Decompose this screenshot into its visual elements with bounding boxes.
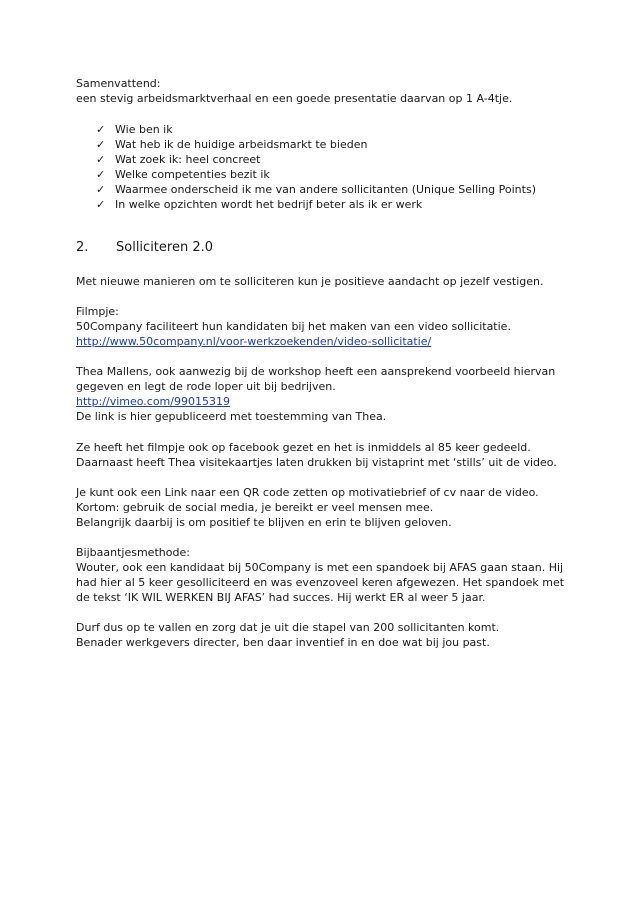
checkmark-icon: ✓ <box>96 153 106 166</box>
summary-intro: een stevig arbeidsmarktverhaal en een goede presentatie daarvan op 1 A-4tje. <box>76 92 513 105</box>
section-heading <box>76 240 213 256</box>
intro-paragraph: Met nieuwe manieren om te solliciteren kun je positieve aandacht op jezelf vestigen. <box>76 275 544 288</box>
list-item: ✓ In welke opzichten wordt het bedrijf beter als ik er werk <box>96 198 423 211</box>
list-item: ✓ Wat heb ik de huidige arbeidsmarkt te bieden <box>96 138 368 151</box>
qr-paragraph: Je kunt ook een Link naar een QR code zetten op motivatiebrief of cv naar de video. Kortom: gebruik de social media, je bereikt er veel mensen mee. Belangrijk daarbij is om positief te blijven en erin te blijven geloven. <box>76 486 539 529</box>
filmpje-paragraph: Filmpje: 50Company faciliteert hun kandidaten bij het maken van een video sollicitatie. http://www.50company.nl/voor-werkzoekenden/video-sollicitatie/ <box>76 304 576 349</box>
summary-title: Samenvattend: <box>76 77 161 90</box>
durf-paragraph: Durf dus op te vallen en zorg dat je uit die stapel van 200 sollicitanten komt. Benader werkgevers directer, ben daar inventief in en doe wat bij jou past. <box>76 621 500 649</box>
thea-paragraph: Thea Mallens, ook aanwezig bij de workshop heeft een aansprekend voorbeeld hiervan gegeven en legt de rode loper uit bij bedrijven. http://vimeo.com/99015319 De link is hier gepubliceerd met toestemming van Thea. <box>76 364 576 424</box>
section-title: Solliciteren 2.0 <box>116 240 213 255</box>
vimeo-link[interactable]: http://vimeo.com/99015319 <box>76 395 230 408</box>
checkmark-icon: ✓ <box>96 198 106 211</box>
facebook-paragraph: Ze heeft het filmpje ook op facebook gezet en het is inmiddels al 85 keer gedeeld. Daarnaast heeft Thea visitekaartjes laten drukken bij vistaprint met ‘stills’ uit de video. <box>76 441 557 469</box>
list-item: ✓ Wat zoek ik: heel concreet <box>96 153 261 166</box>
section-number: 2. <box>76 240 89 255</box>
50company-video-link[interactable]: http://www.50company.nl/voor-werkzoekenden/video-sollicitatie/ <box>76 335 432 348</box>
checkmark-icon: ✓ <box>96 123 106 136</box>
bijbaan-paragraph: Bijbaantjesmethode: Wouter, ook een kandidaat bij 50Company is met een spandoek bij AFAS gaan staan. Hij had hier al 5 keer gesolliciteerd en was evenzoveel keren afgewezen. Het spandoek met de tekst ‘IK WIL WERKEN BIJ AFAS’ had succes. Hij werkt ER al weer 5 jaar. <box>76 545 576 605</box>
summary-checklist <box>96 122 536 212</box>
list-item: ✓ Waarmee onderscheid ik me van andere sollicitanten (Unique Selling Points) <box>96 183 536 196</box>
checkmark-icon: ✓ <box>96 138 106 151</box>
filmpje-label: Filmpje: <box>76 305 119 318</box>
bijbaan-label: Bijbaantjesmethode: <box>76 546 190 559</box>
list-item: ✓ Welke competenties bezit ik <box>96 168 270 181</box>
checkmark-icon: ✓ <box>96 168 106 181</box>
list-item: ✓ Wie ben ik <box>96 123 173 136</box>
checkmark-icon: ✓ <box>96 183 106 196</box>
summary-block <box>76 76 576 106</box>
